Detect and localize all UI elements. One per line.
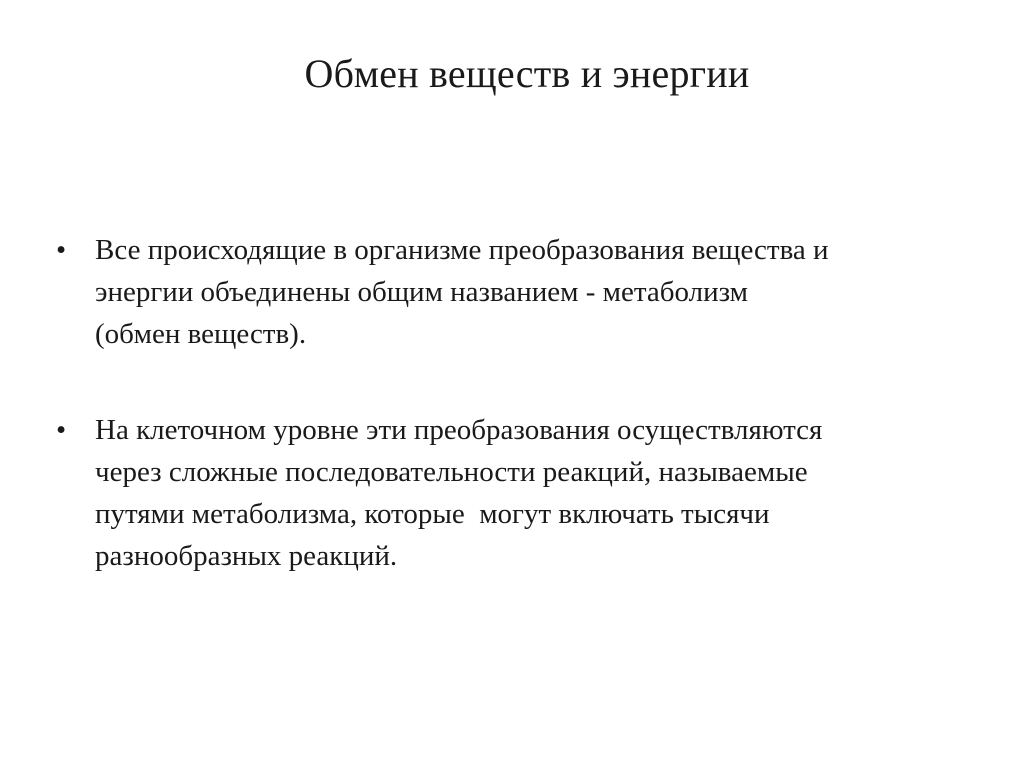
bullet-text-line: На клеточном уровне эти преобразования осуществляются bbox=[95, 414, 823, 446]
bullet-text-line: (обмен веществ). bbox=[95, 318, 307, 350]
slide-title: Обмен веществ и энергии bbox=[304, 51, 750, 96]
bullet-marker: • bbox=[56, 414, 67, 446]
bullet-marker: • bbox=[56, 234, 67, 266]
bullet-text-line: через сложные последовательности реакций, называемые bbox=[95, 456, 808, 488]
bullet-text bbox=[95, 229, 975, 355]
bullet-text-line: Все происходящие в организме преобразования вещества и bbox=[95, 234, 829, 266]
bullet-text-line: разнообразных реакций. bbox=[95, 540, 398, 572]
bullet-text bbox=[95, 409, 975, 577]
bullet-text-line: энергии объединены общим названием - метаболизм bbox=[95, 276, 748, 308]
bullet-text-line: путями метаболизма, которые могут включать тысячи bbox=[95, 498, 770, 530]
